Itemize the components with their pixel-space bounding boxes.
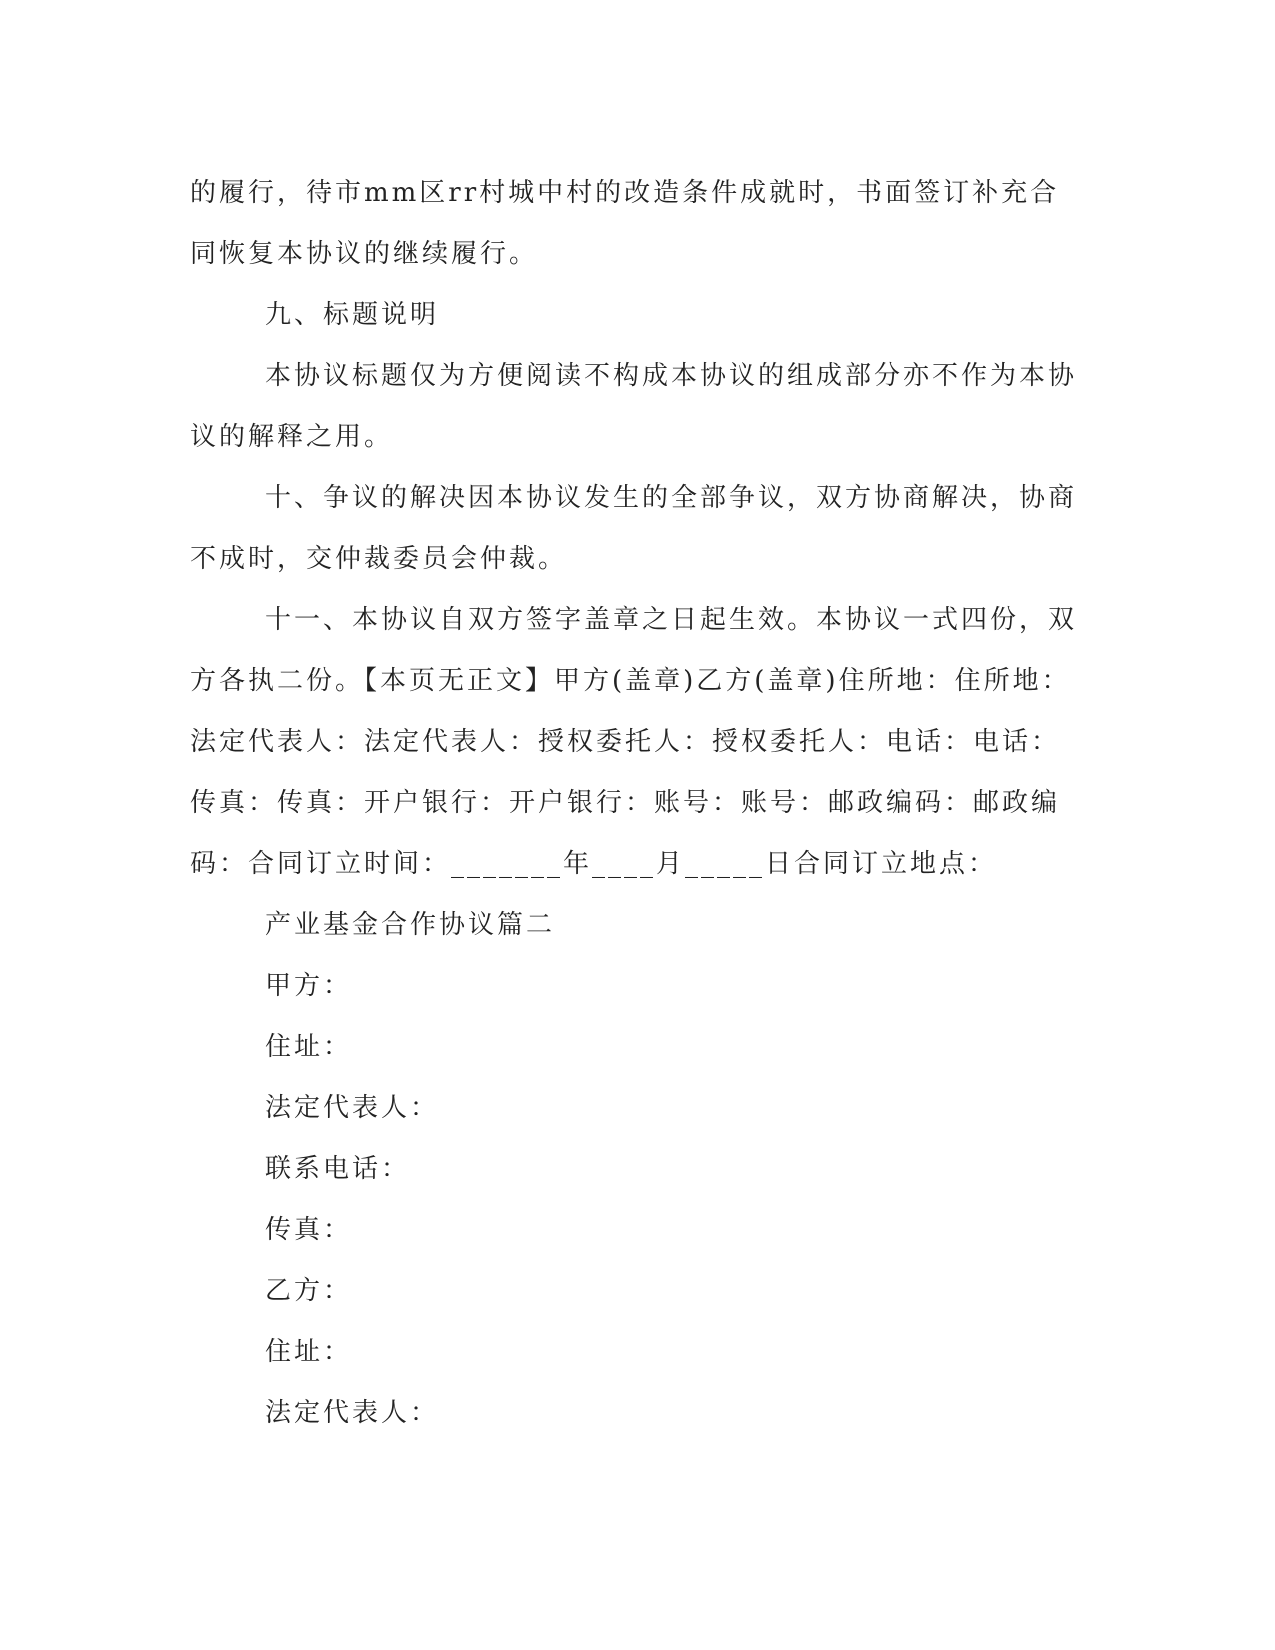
document-body (190, 163, 1080, 1444)
paragraph-title-note: 本协议标题仅为方便阅读不构成本协议的组成部分亦不作为本协议的解释之用。 (190, 361, 1078, 452)
field-party-b-address: 住址： (265, 1337, 353, 1367)
paragraph-continuation: 的履行，待市mm区rr村城中村的改造条件成就时，书面签订补充合同恢复本协议的继续履行。 (190, 178, 1060, 269)
field-party-a-legal-rep: 法定代表人： (265, 1093, 440, 1123)
field-party-a: 甲方： (265, 971, 353, 1001)
field-party-a-address: 住址： (265, 1032, 353, 1062)
field-party-b-legal-rep: 法定代表人： (265, 1398, 440, 1428)
field-party-a-phone: 联系电话： (265, 1154, 411, 1184)
paragraph-dispute-resolution: 十、争议的解决因本协议发生的全部争议，双方协商解决，协商不成时，交仲裁委员会仲裁。 (190, 483, 1078, 574)
section-heading-part-two: 产业基金合作协议篇二 (265, 910, 556, 940)
field-party-a-fax: 传真： (265, 1215, 353, 1245)
section-heading-title-note: 九、标题说明 (265, 300, 440, 330)
field-party-b: 乙方： (265, 1276, 353, 1306)
paragraph-effectiveness-signatures: 十一、本协议自双方签字盖章之日起生效。本协议一式四份，双方各执二份。【本页无正文】甲方(盖章)乙方(盖章)住所地：住所地：法定代表人：法定代表人：授权委托人：授权委托人：电话：电话：传真：传真：开户银行：开户银行：账号：账号：邮政编码：邮政编码：合同订立时间：_______年____月_____日合同订立地点： (190, 605, 1078, 879)
